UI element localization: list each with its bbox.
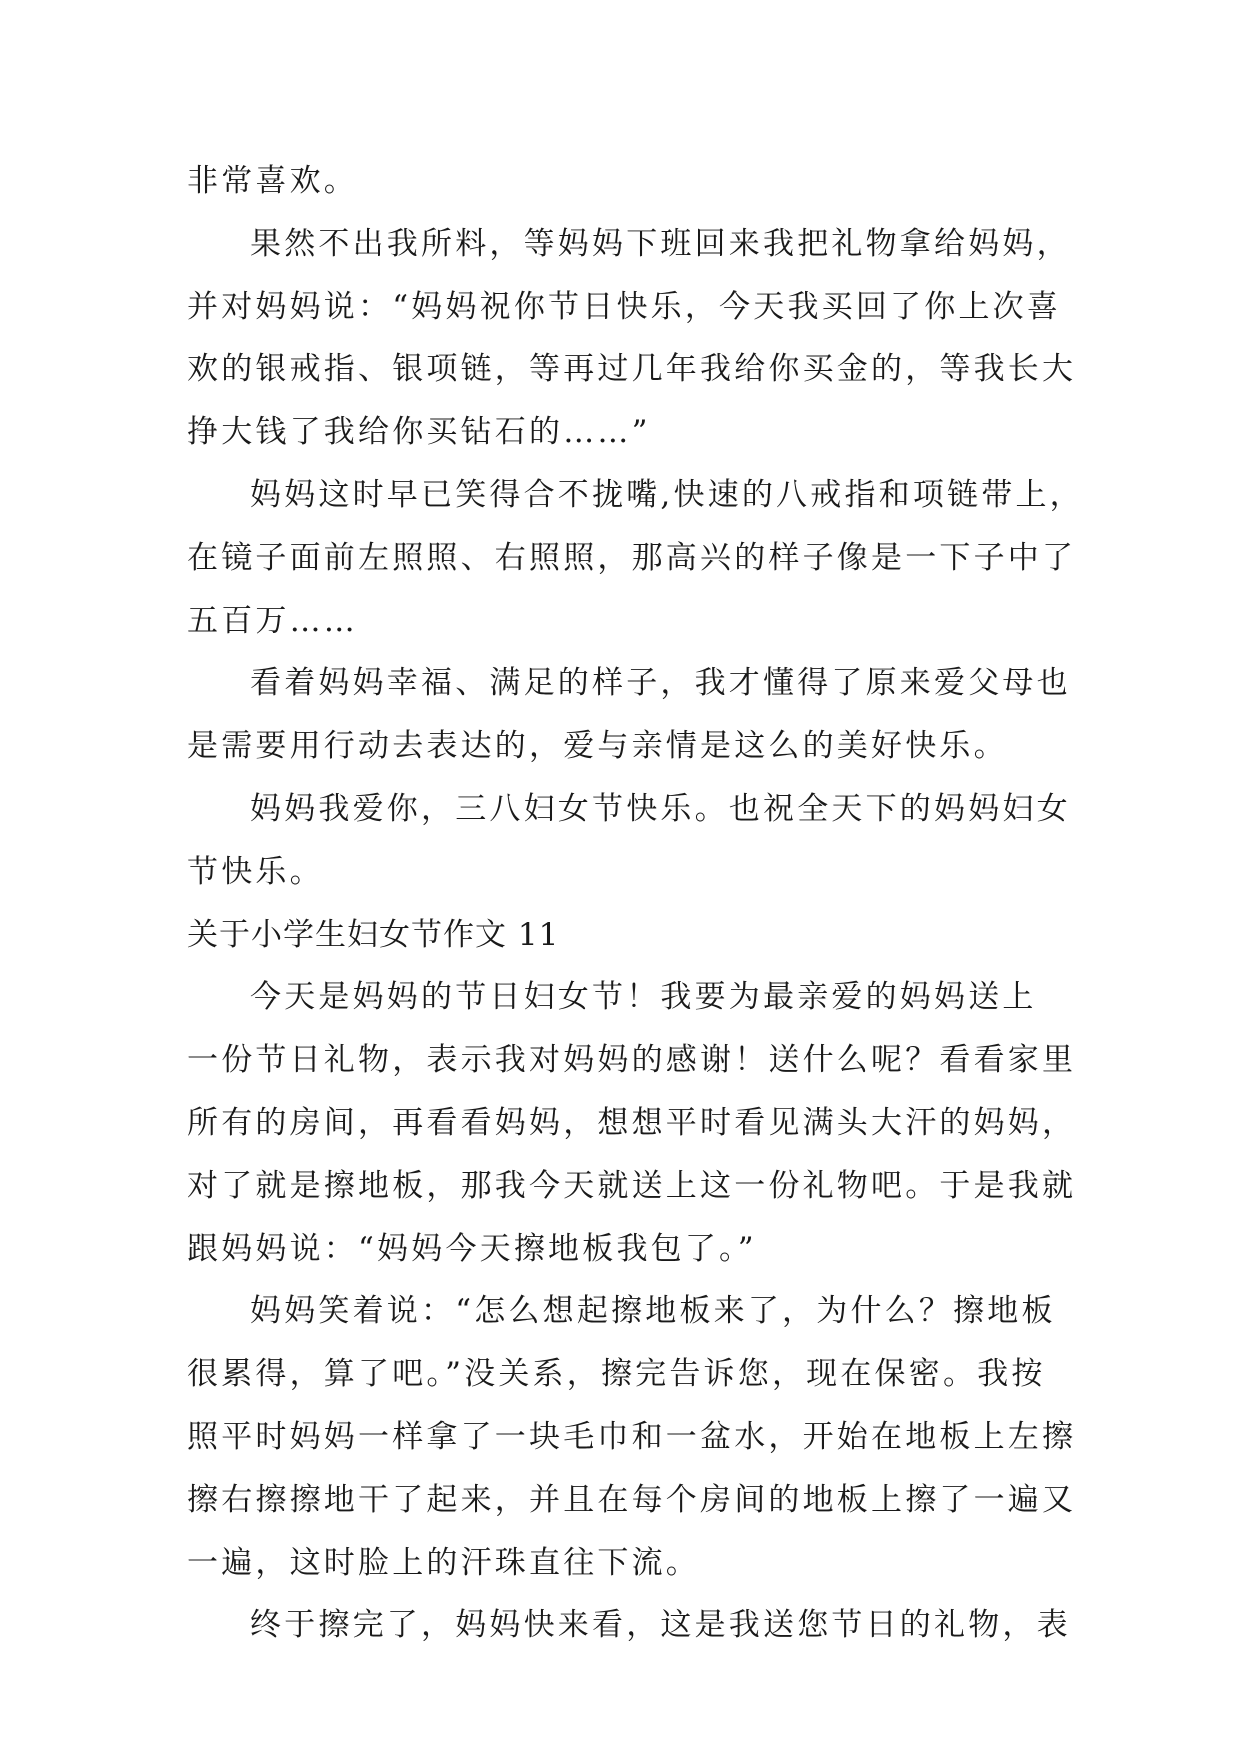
text-line: 跟妈妈说：“妈妈今天擦地板我包了。”	[187, 1230, 757, 1267]
document-body	[187, 150, 1084, 1657]
paragraph-first-line: 果然不出我所料，等妈妈下班回来我把礼物拿给妈妈，	[250, 225, 1071, 262]
paragraph-first-line: 看着妈妈幸福、满足的样子，我才懂得了原来爱父母也	[250, 665, 1071, 702]
text-line: 非常喜欢。	[187, 163, 358, 199]
text-line: 欢的银戒指、银项链，等再过几年我给你买金的，等我长大	[187, 351, 1077, 388]
paragraph-first-line: 终于擦完了，妈妈快来看，这是我送您节日的礼物，表	[250, 1607, 1071, 1644]
text-line: 很累得，算了吧。”没关系，擦完告诉您，现在保密。我按	[187, 1356, 1046, 1393]
text-line: 一遍，这时脸上的汗珠直往下流。	[187, 1544, 700, 1581]
text-line: 一份节日礼物，表示我对妈妈的感谢！送什么呢？看看家里	[187, 1042, 1077, 1079]
text-line: 擦右擦擦地干了起来，并且在每个房间的地板上擦了一遍又	[187, 1481, 1077, 1518]
text-line: 节快乐。	[187, 853, 324, 890]
paragraph-first-line: 妈妈笑着说：“怎么想起擦地板来了，为什么？擦地板	[250, 1293, 1056, 1330]
paragraph-first-line: 妈妈我爱你，三八妇女节快乐。也祝全天下的妈妈妇女	[250, 790, 1071, 827]
text-line: 所有的房间，再看看妈妈，想想平时看见满头大汗的妈妈，	[187, 1104, 1077, 1141]
paragraph-first-line: 妈妈这时早已笑得合不拢嘴,快速的八戒指和项链带上，	[250, 476, 1084, 513]
text-line: 是需要用行动去表达的，爱与亲情是这么的美好快乐。	[187, 728, 1008, 765]
section-heading: 关于小学生妇女节作文 11	[187, 916, 560, 953]
text-line: 挣大钱了我给你买钻石的……”	[187, 414, 651, 451]
text-line: 并对妈妈说：“妈妈祝你节日快乐，今天我买回了你上次喜	[187, 288, 1062, 325]
text-line: 照平时妈妈一样拿了一块毛巾和一盆水，开始在地板上左擦	[187, 1418, 1077, 1455]
paragraph-first-line: 今天是妈妈的节日妇女节！我要为最亲爱的妈妈送上	[250, 979, 1037, 1016]
text-line: 对了就是擦地板，那我今天就送上这一份礼物吧。于是我就	[187, 1167, 1077, 1204]
text-line: 五百万……	[187, 602, 358, 639]
text-line: 在镜子面前左照照、右照照，那高兴的样子像是一下子中了	[187, 539, 1077, 576]
